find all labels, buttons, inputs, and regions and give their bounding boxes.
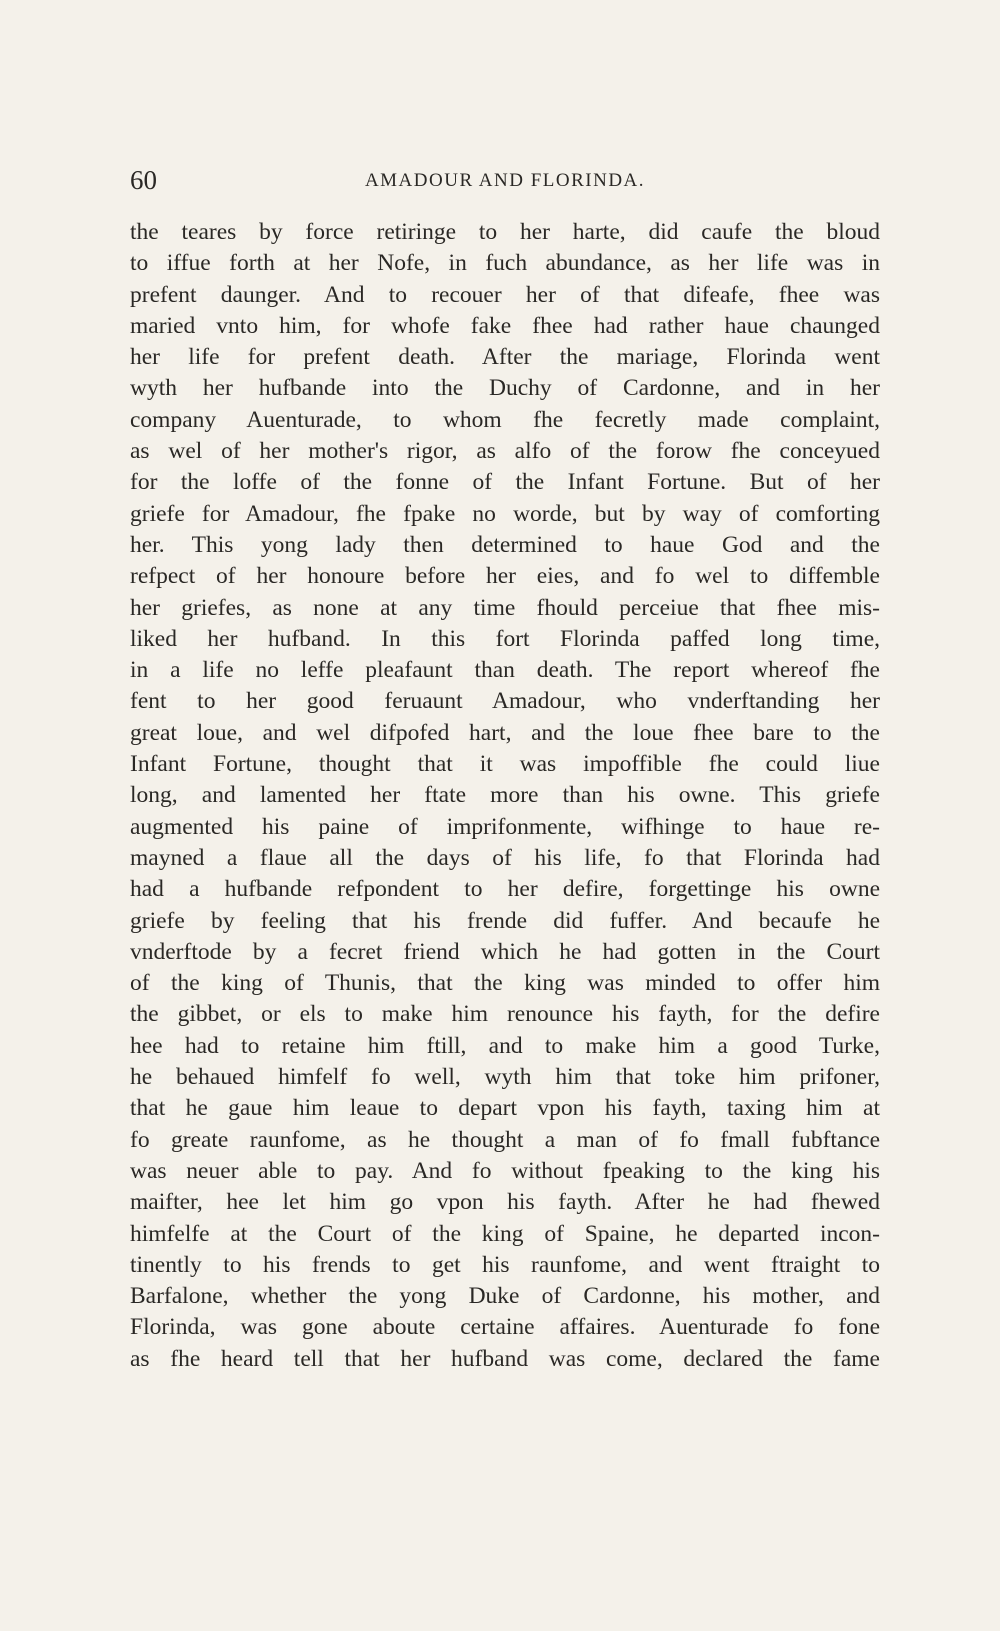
text-line: to iffue forth at her Nofe, in fuch abundance, as her life was in (130, 250, 880, 277)
text-line: for the loffe of the fonne of the Infant Fortune. But of her (130, 469, 880, 496)
text-line: the teares by force retiringe to her harte, did caufe the bloud (130, 219, 880, 245)
text-line: prefent daunger. And to recouer her of that difeafe, fhee was (130, 281, 880, 308)
text-line: augmented his paine of imprifonmente, wifhinge to haue re- (130, 813, 880, 840)
page-header (130, 160, 880, 200)
text-line: company Auenturade, to whom fhe fecretly made complaint, (130, 406, 880, 433)
running-title: AMADOUR AND FLORINDA. (364, 170, 646, 191)
text-line: refpect of her honoure before her eies, and fo wel to diffemble (130, 563, 880, 590)
text-line: fo greate raunfome, as he thought a man of fo fmall fubftance (130, 1126, 880, 1153)
text-line: as wel of her mother's rigor, as alfo of the forow fhe conceyued (130, 438, 880, 465)
text-line: that he gaue him leaue to depart vpon his fayth, taxing him at (130, 1095, 880, 1122)
text-line: of the king of Thunis, that the king was minded to offer him (130, 970, 880, 997)
body-text (130, 217, 880, 1375)
text-line: had a hufbande refpondent to her defire, forgettinge his owne (130, 876, 880, 903)
page-number: 60 (130, 165, 157, 195)
text-line: liked her hufband. In this fort Florinda paffed long time, (130, 625, 880, 652)
text-line: vnderftode by a fecret friend which he had gotten in the Court (130, 938, 880, 965)
text-line: himfelfe at the Court of the king of Spaine, he departed incon- (130, 1220, 880, 1247)
text-line: fent to her good feruaunt Amadour, who vnderftanding her (130, 688, 880, 715)
text-line: the gibbet, or els to make him renounce his fayth, for the defire (130, 1001, 880, 1028)
text-line: Florinda, was gone aboute certaine affaires. Auenturade fo fone (130, 1314, 880, 1341)
text-line: hee had to retaine him ftill, and to make him a good Turke, (130, 1032, 880, 1059)
text-line: long, and lamented her ftate more than his owne. This griefe (130, 782, 880, 809)
text-line: griefe for Amadour, fhe fpake no worde, but by way of comforting (130, 500, 880, 527)
text-line: her. This yong lady then determined to haue God and the (130, 531, 880, 558)
text-line: Barfalone, whether the yong Duke of Cardonne, his mother, and (130, 1283, 880, 1310)
text-line: her life for prefent death. After the mariage, Florinda went (130, 344, 880, 371)
text-line: great loue, and wel difpofed hart, and the loue fhee bare to the (130, 719, 880, 746)
text-line: Infant Fortune, thought that it was impoffible fhe could liue (130, 751, 880, 778)
text-line: her griefes, as none at any time fhould perceiue that fhee mis- (130, 594, 880, 621)
text-line: mayned a flaue all the days of his life, fo that Florinda had (130, 844, 880, 871)
text-line: wyth her hufbande into the Duchy of Cardonne, and in her (130, 375, 880, 402)
text-line: was neuer able to pay. And fo without fpeaking to the king his (130, 1157, 880, 1184)
text-line: he behaued himfelf fo well, wyth him that toke him prifoner, (130, 1064, 880, 1091)
text-line: in a life no leffe pleafaunt than death. The report whereof fhe (130, 657, 880, 684)
text-line: maried vnto him, for whofe fake fhee had rather haue chaunged (130, 312, 880, 339)
text-line: maifter, hee let him go vpon his fayth. After he had fhewed (130, 1189, 880, 1216)
text-line: as fhe heard tell that her hufband was come, declared the fame (130, 1345, 880, 1372)
text-line: griefe by feeling that his frende did fuffer. And becaufe he (130, 907, 880, 934)
text-line: tinently to his frends to get his raunfome, and went ftraight to (130, 1251, 880, 1278)
